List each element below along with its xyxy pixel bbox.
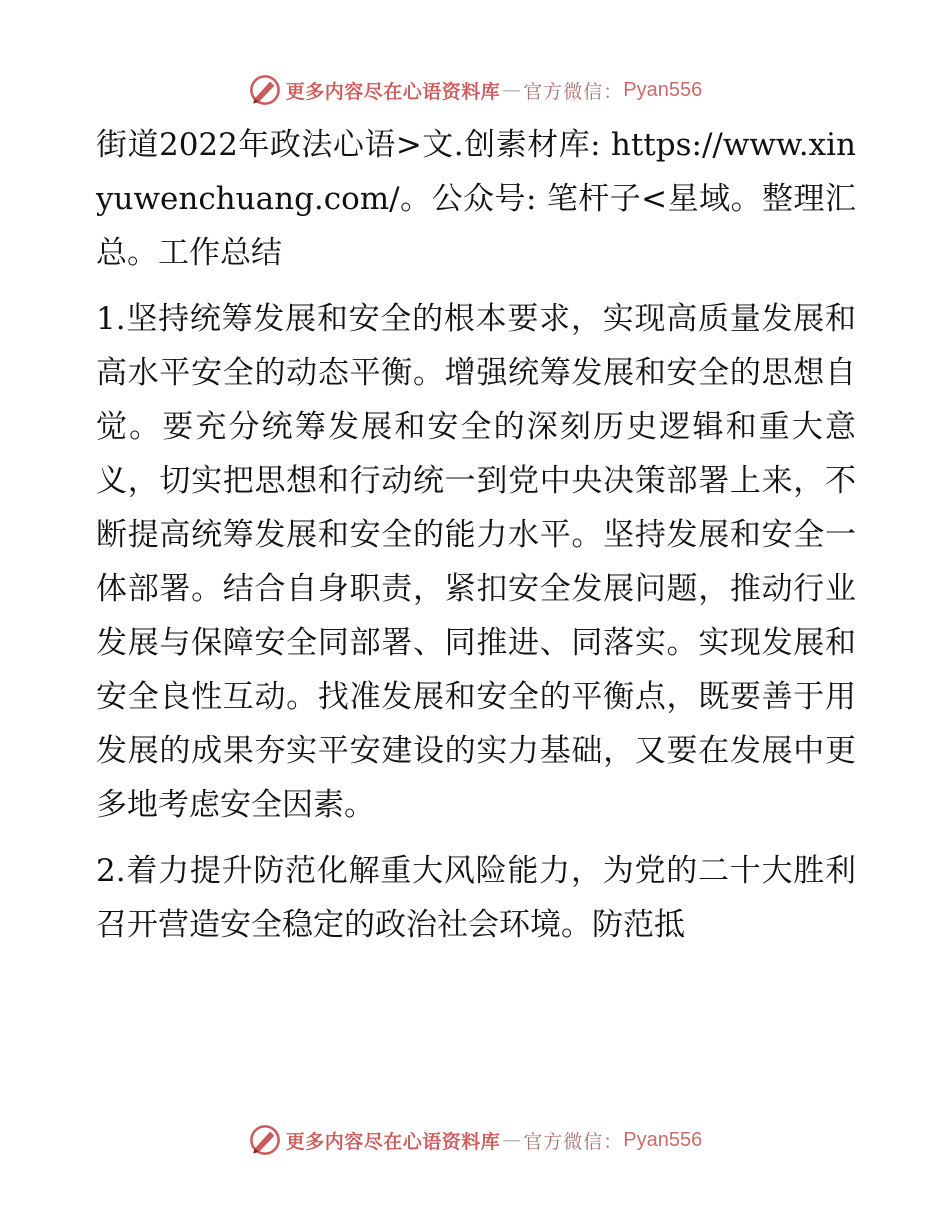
banner-dash: —	[502, 1129, 522, 1151]
document-body	[96, 118, 856, 964]
banner-wechat-label: 官方微信：	[523, 1130, 624, 1153]
paragraph-title: 街道2022年政法心语>文.创素材库: https://www.xinyuwenchuang.com/。公众号: 笔杆子<星域。整理汇总。工作总结	[96, 127, 856, 271]
banner-text: 更多内容尽在心语资料库	[285, 80, 501, 103]
footer-banner	[0, 1120, 950, 1160]
banner-wechat-id: Pyan556	[623, 1128, 703, 1151]
banner-wechat-id: Pyan556	[623, 78, 703, 101]
header-banner	[0, 70, 950, 110]
pen-logo-icon	[248, 73, 282, 107]
banner-text: 更多内容尽在心语资料库	[285, 1130, 501, 1153]
paragraph-2: 2.着力提升防范化解重大风险能力，为党的二十大胜利召开营造安全稳定的政治社会环境。防范抵	[96, 853, 856, 943]
banner-wechat-label: 官方微信：	[523, 80, 624, 103]
paragraph-1: 1.坚持统筹发展和安全的根本要求，实现高质量发展和高水平安全的动态平衡。增强统筹发展和安全的思想自觉。要充分统筹发展和安全的深刻历史逻辑和重大意义，切实把思想和行动统一到党中央决策部署上来，不断提高统筹发展和安全的能力水平。坚持发展和安全一体部署。结合自身职责，紧扣安全发展问题，推动行业发展与保障安全同部署、同推进、同落实。实现发展和安全良性互动。找准发展和安全的平衡点，既要善于用发展的成果夯实平安建设的实力基础，又要在发展中更多地考虑安全因素。	[96, 301, 856, 823]
banner-dash: —	[502, 79, 522, 101]
pen-logo-icon	[248, 1123, 282, 1157]
